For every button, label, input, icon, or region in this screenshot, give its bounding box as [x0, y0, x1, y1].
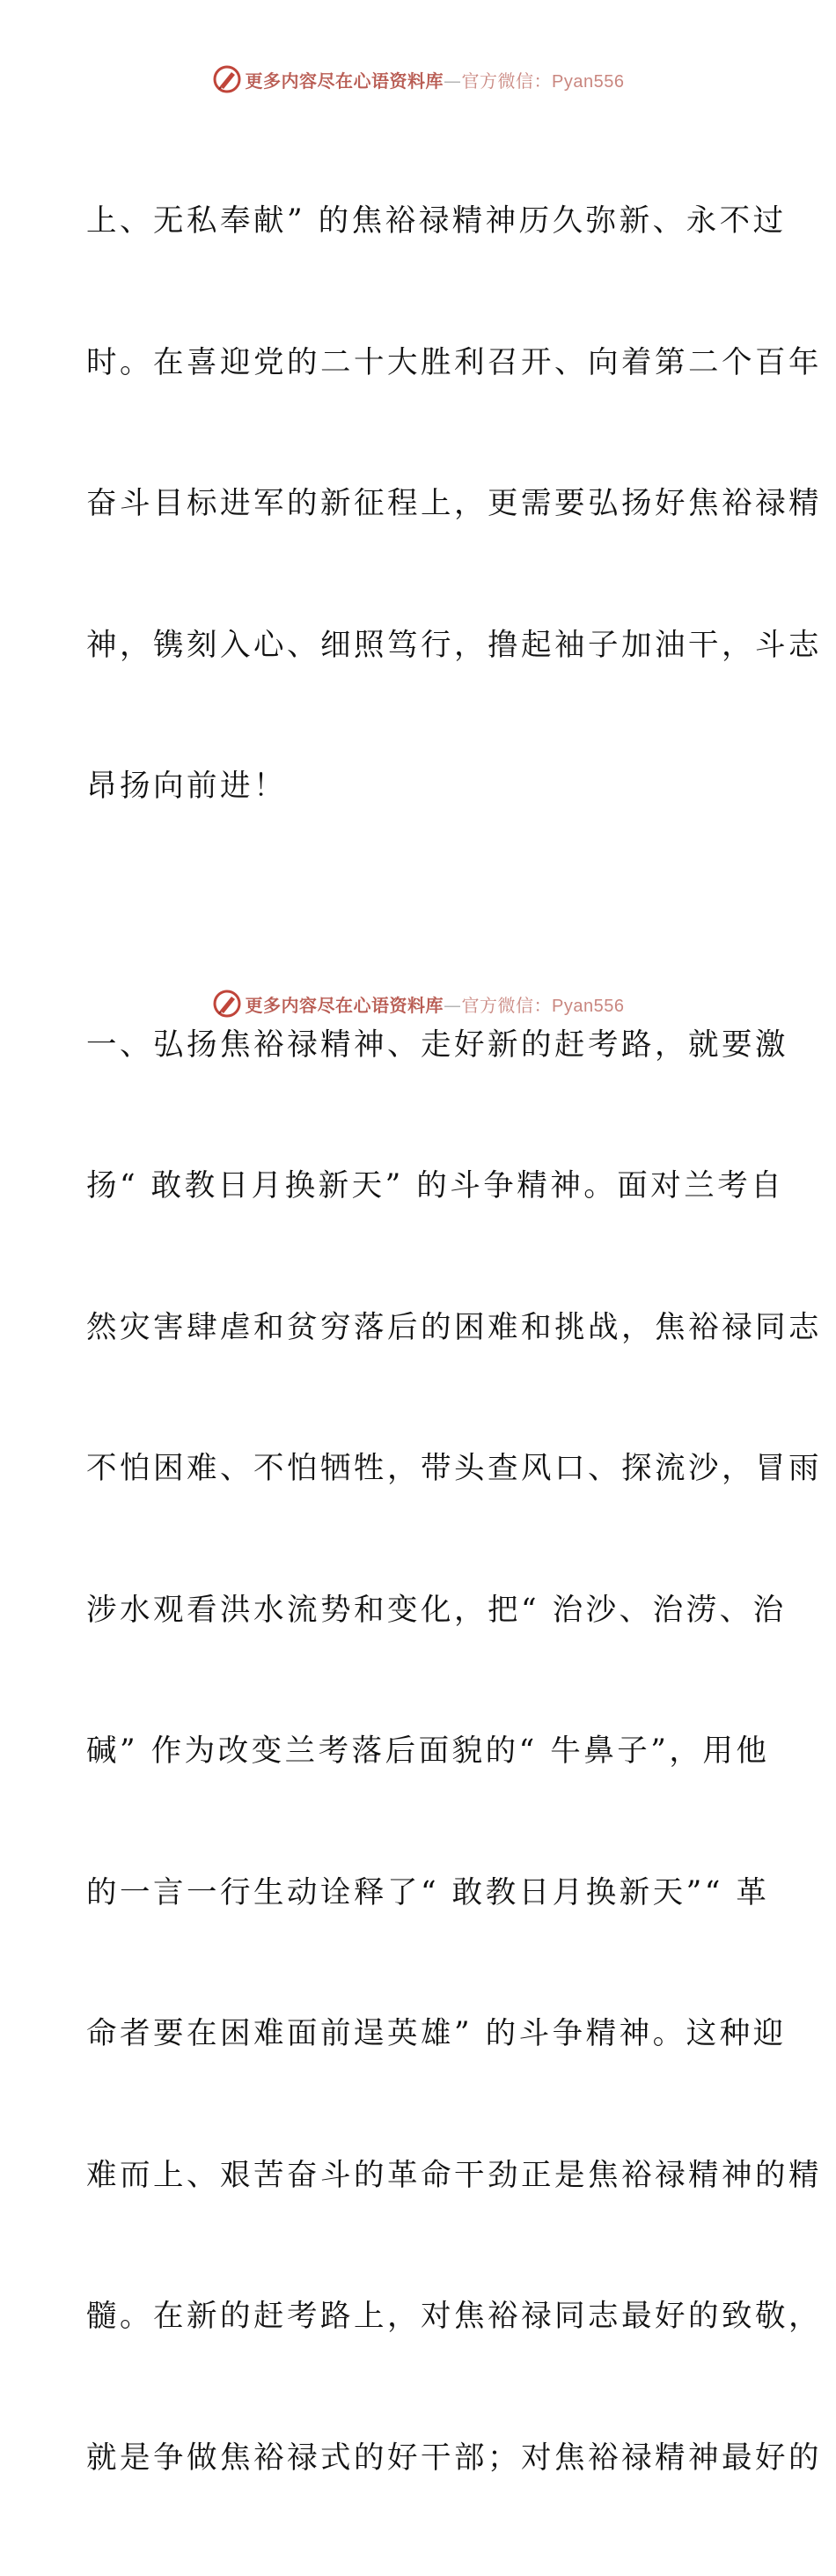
text-line: 时。在喜迎党的二十大胜利召开、向着第二个百年 — [86, 340, 755, 387]
footer-watermark — [0, 986, 836, 1021]
text-line: 的一言一行生动诠释了“ 敢教日月换新天”“ 革 — [86, 1870, 755, 1917]
text-line: 不怕困难、不怕牺牲，带头查风口、探流沙，冒雨 — [86, 1446, 755, 1493]
watermark-separator: — — [444, 70, 462, 92]
watermark-separator: — — [444, 995, 462, 1016]
text-line: 上、无私奉献” 的焦裕禄精神历久弥新、永不过 — [86, 198, 755, 246]
text-line: 神，镌刻入心、细照笃行，撸起袖子加油干，斗志 — [86, 622, 755, 670]
document-body — [86, 104, 755, 2576]
text-line: 髓。在新的赶考路上，对焦裕禄同志最好的致敬， — [86, 2293, 755, 2341]
text-line: 难而上、艰苦奋斗的革命干劲正是焦裕禄精神的精 — [86, 2153, 755, 2200]
watermark-wechat-id: Pyan556 — [552, 997, 624, 1016]
pen-circle-logo-icon — [212, 989, 242, 1019]
watermark-wechat-label: 官方微信： — [462, 995, 553, 1016]
text-line: 命者要在困难面前逞英雄” 的斗争精神。这种迎 — [86, 2011, 755, 2058]
text-line: 昂扬向前进！ — [86, 763, 755, 811]
text-line: 然灾害肆虐和贫穷落后的困难和挑战，焦裕禄同志 — [86, 1305, 755, 1352]
text-line: 奋斗目标进军的新征程上，更需要弘扬好焦裕禄精 — [86, 481, 755, 528]
text-line: 一、弘扬焦裕禄精神、走好新的赶考路，就要激 — [86, 1022, 755, 1070]
paragraph-1 — [86, 104, 755, 905]
watermark-brand: 更多内容尽在心语资料库 — [246, 995, 444, 1016]
text-line: 碱” 作为改变兰考落后面貌的“ 牛鼻子”，用他 — [86, 1728, 755, 1776]
text-line: 涉水观看洪水流势和变化，把“ 治沙、治涝、治 — [86, 1587, 755, 1635]
text-line: 就是争做焦裕禄式的好干部；对焦裕禄精神最好的 — [86, 2435, 755, 2483]
watermark-wechat-id: Pyan556 — [552, 72, 624, 92]
header-watermark — [0, 62, 836, 97]
paragraph-2 — [86, 928, 755, 2576]
pen-circle-logo-icon — [212, 64, 242, 94]
text-line: 扬“ 敢教日月换新天” 的斗争精神。面对兰考自 — [86, 1163, 755, 1211]
watermark-brand: 更多内容尽在心语资料库 — [246, 70, 444, 92]
watermark-wechat-label: 官方微信： — [462, 70, 553, 92]
